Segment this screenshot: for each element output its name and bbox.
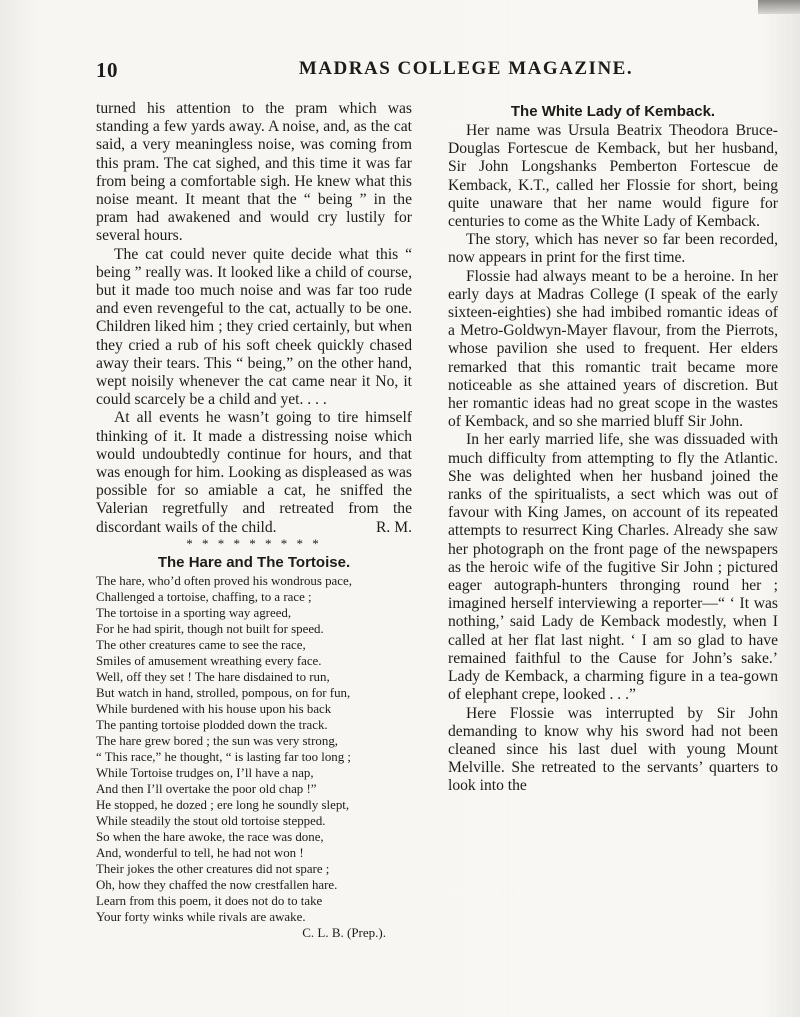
story-paragraph: In her early married life, she was dissuaded with much difficulty from attempting to fly the Atlantic. She was delighted when her husband joined the ranks of the spiritualists, a sect which was out of favour with King James, on account of its repeated attempts to resurrect King Charles. Already she saw her photograph on the front page of the newspapers as the heroic wife of the fugitive Sir John ; pictured eager autograph-hunters thronging round her ; imagined herself interviewing a reporter—“ ‘ It was nothing,’ said Lady de Kemback modestly, when I called at her flat last night. ‘ I am so glad to have remained faithful to the Cause for John’s sake.’ Lady de Kemback, a charming figure in a tea-gown of elephant crepe, looked . . .” <box>448 431 778 704</box>
poem-title: The Hare and The Tortoise. <box>157 553 351 571</box>
scan-edge <box>758 0 800 14</box>
story-paragraph: Flossie had always meant to be a heroine. In her early days at Madras College (I speak of the early sixteen-eighties) she had imbibed romantic ideas of a Metro-Goldwyn-Mayer flavour, from the Pierrots, whose pavilion she used to frequent. Her elders remarked that this romantic trait became more noticeable as she attained years of discretion. But her romantic ideas had no great scope in the wastes of Kemback, and so she married bluff Sir John. <box>448 267 778 431</box>
cat-story-paragraph: The cat could never quite decide what this “ being ” really was. It looked like a child of course, but it made too much noise and was far too rude and even revengeful to the cat, actually to be one. Children liked him ; they cried certainly, but when they cried a rub of his soft cheek quickly chased away their tears. This “ being,” on the other hand, wept noisily whenever the cat came near it No, it could scarcely be a child and yet. . . . <box>96 245 412 409</box>
poem-line: For he had spirit, though not built for speed. <box>96 621 324 636</box>
cat-story-final-text: At all events he wasn’t going to tire himself thinking of it. It made a distressing noise which would undoubtedly continue for hours, and that was enough for him. Looking as displeased as was possible for so amiable a cat, he sniffed the Valerian regretfully and retreated from the discordant wails of the child. <box>96 409 412 536</box>
poem <box>96 573 412 925</box>
poem-line: Challenged a tortoise, chaffing, to a race ; <box>96 589 312 604</box>
right-column <box>448 102 778 796</box>
poem-line: While burdened with his house upon his back <box>96 701 332 716</box>
poem-line: The other creatures came to see the race, <box>96 637 306 652</box>
story-paragraph: The story, which has never so far been recorded, now appears in print for the first time. <box>448 231 778 267</box>
poem-line: The panting tortoise plodded down the track. <box>96 717 328 732</box>
poem-line: So when the hare awoke, the race was done, <box>96 829 324 844</box>
poem-line: The hare, who’d often proved his wondrous pace, <box>96 573 352 588</box>
running-title: MADRAS COLLEGE MAGAZINE. <box>298 58 634 79</box>
poem-line: Their jokes the other creatures did not spare ; <box>96 861 330 876</box>
poem-line: Well, off they set ! The hare disdained to run, <box>96 669 330 684</box>
story-paragraph: Her name was Ursula Beatrix Theodora Bruce-Douglas Fortescue de Kemback, but her husband, Sir John Longshanks Pemberton Fortescue de Kemback, K.T., called her Flossie for short, being quite unaware that her name would figure for centuries to come as the White Lady of Kemback. <box>448 122 778 231</box>
poem-line: Your forty winks while rivals are awake. <box>96 909 306 924</box>
page-header <box>96 58 778 84</box>
section-separator: * * * * * * * * * <box>186 535 322 551</box>
poem-line: But watch in hand, strolled, pompous, on for fun, <box>96 685 351 700</box>
cat-story-paragraph <box>96 409 412 536</box>
cat-story-signature: R. M. <box>376 518 412 536</box>
left-column <box>96 100 412 941</box>
story-title: The White Lady of Kemback. <box>510 103 716 120</box>
poem-line: Oh, how they chaffed the now crestfallen hare. <box>96 877 338 892</box>
poem-line: He stopped, he dozed ; ere long he soundly slept, <box>96 797 350 812</box>
poem-line: And, wonderful to tell, he had not won ! <box>96 845 304 860</box>
cat-story-paragraph: turned his attention to the pram which was standing a few yards away. A noise, and, as the cat said, a very meaningless noise, was coming from this pram. The cat sighed, and this time it was far from being a comfortable sigh. He knew what this noise meant. It meant that the “ being ” in the pram had awakened and would cry lustily for several hours. <box>96 100 412 245</box>
poem-line: Smiles of amusement wreathing every face. <box>96 653 322 668</box>
poem-line: “ This race,” he thought, “ is lasting far too long ; <box>96 749 352 764</box>
poem-line: While Tortoise trudges on, I’ll have a nap, <box>96 765 314 780</box>
poem-line: The tortoise in a sporting way agreed, <box>96 605 292 620</box>
poem-author: C. L. B. (Prep.). <box>302 924 386 940</box>
poem-line: Learn from this poem, it does not do to take <box>96 893 323 908</box>
poem-line: And then I’ll overtake the poor old chap !” <box>96 781 317 796</box>
page-number: 10 <box>96 58 118 82</box>
poem-line: The hare grew bored ; the sun was very strong, <box>96 733 338 748</box>
story-paragraph: Here Flossie was interrupted by Sir John demanding to know why his sword had not been cleaned since his last duel with young Mount Melville. She retreated to the servants’ quarters to look into the <box>448 704 778 795</box>
poem-line: While steadily the stout old tortoise stepped. <box>96 813 326 828</box>
